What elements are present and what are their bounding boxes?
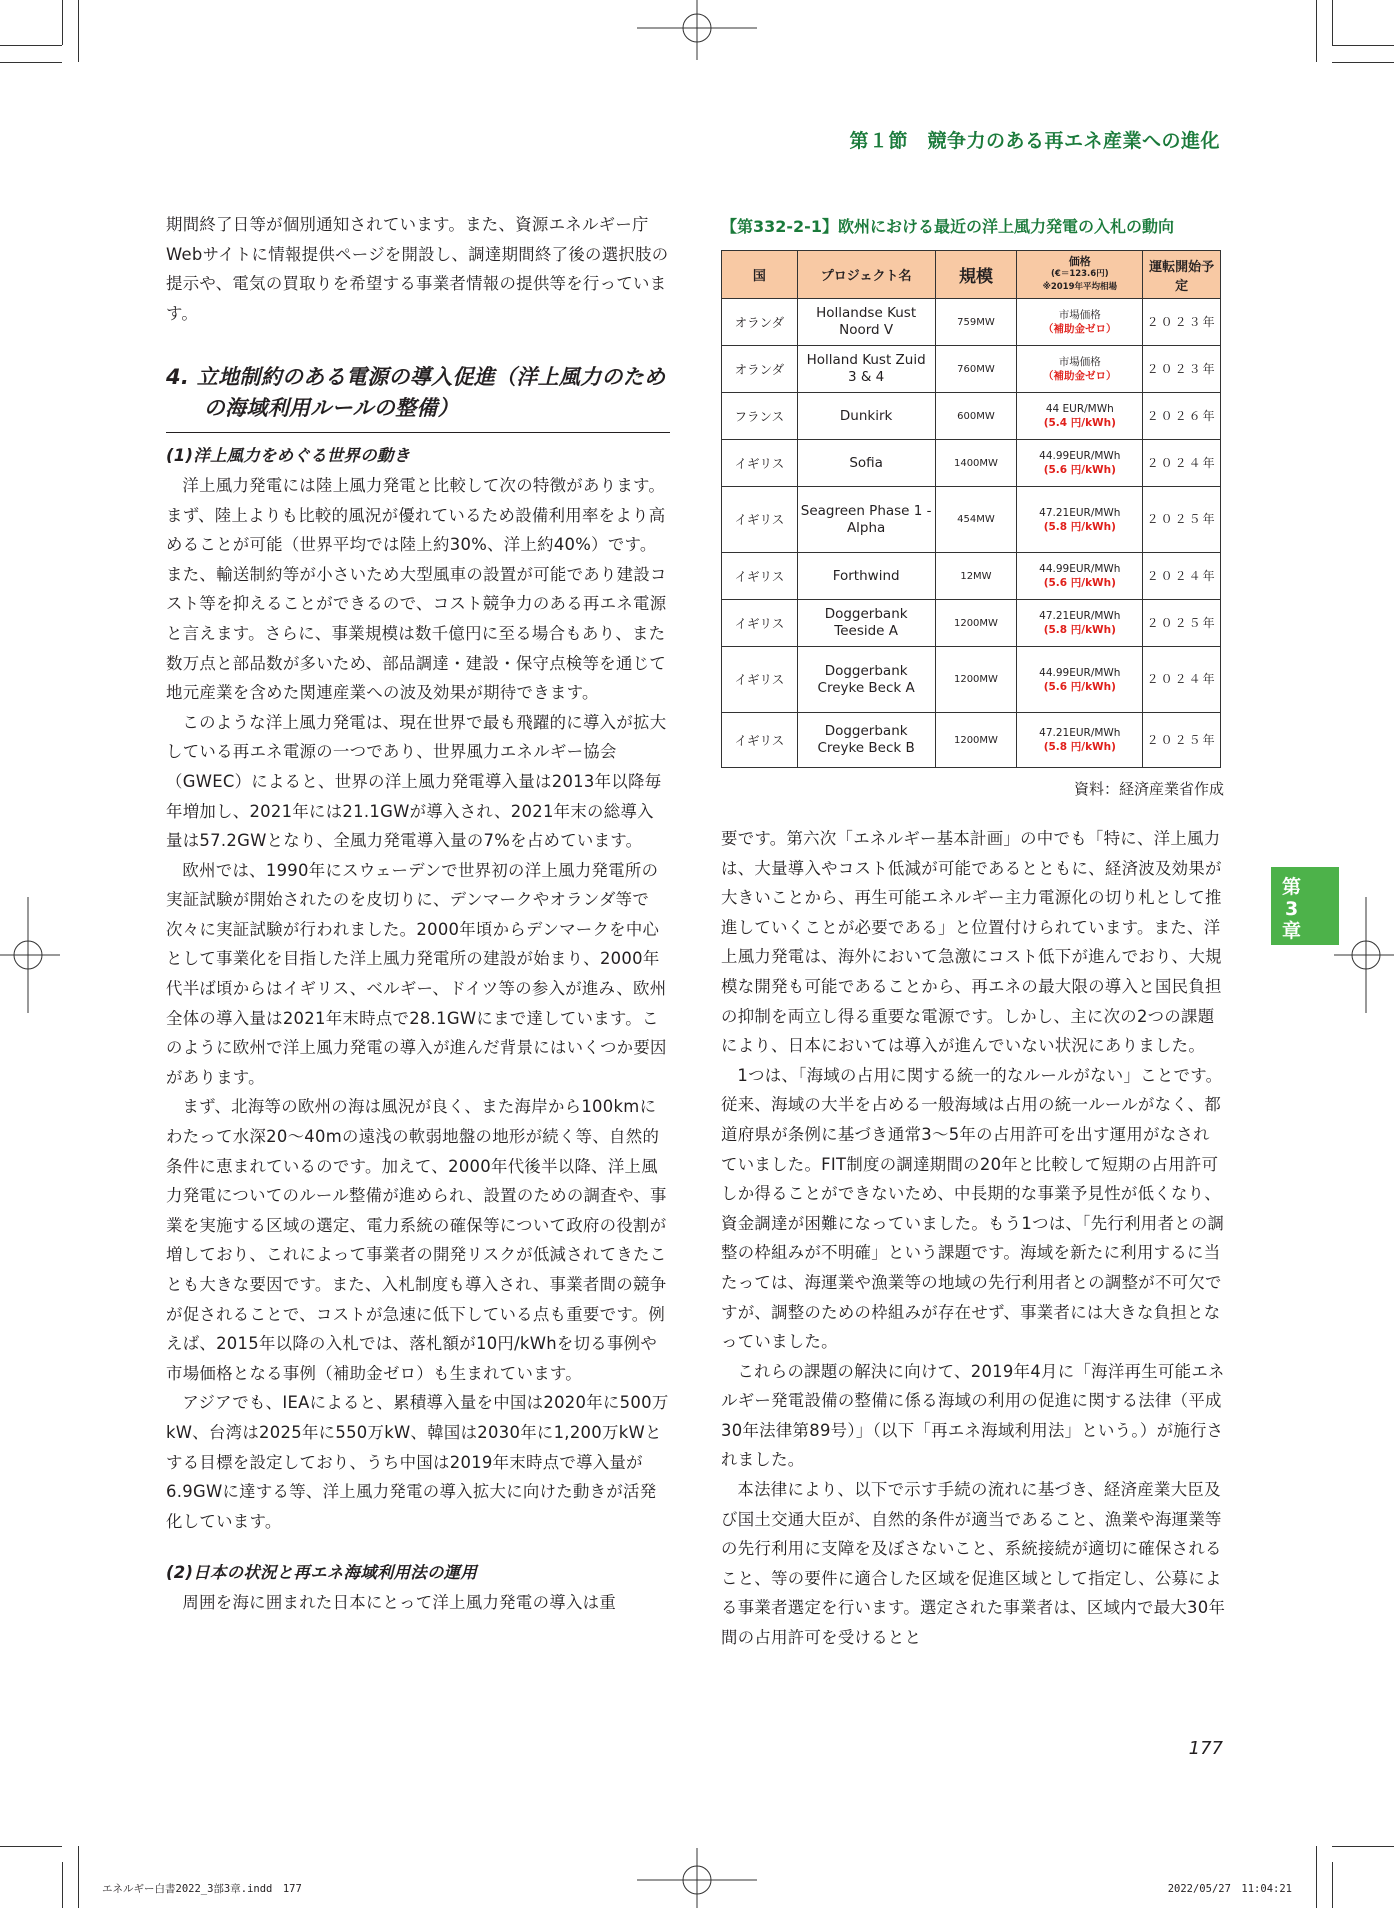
cell-size: 760MW — [935, 346, 1017, 393]
crop-mark — [1332, 62, 1394, 63]
cell-project: Dunkirk — [797, 393, 935, 440]
header-project: プロジェクト名 — [797, 251, 935, 299]
cell-size: 1200MW — [935, 600, 1017, 647]
cell-country: イギリス — [722, 440, 798, 487]
price-note: (5.8 円/kWh) — [1043, 520, 1116, 533]
cell-start-year: ２０２５年 — [1143, 600, 1221, 647]
subsection-heading: (1)洋上風力をめぐる世界の動き — [166, 446, 411, 466]
registration-mark-left — [0, 897, 60, 1013]
table-caption: 【第332-2-1】欧州における最近の洋上風力発電の入札の動向 — [721, 217, 1174, 236]
price-note: (5.8 円/kWh) — [1043, 741, 1116, 753]
paragraph: 本法律により、以下で示す手続の流れに基づき、経済産業大臣及び国土交通大臣が、自然的条件が適当であること、漁業や海運業等の先行利用に支障を及ぼさないこと、系統接続が適切に確保されること、等の要件に適合した区域を促進区域として指定し、公募による事業者選定を行います。選定された事業者は、区域内で最大30年間の占用許可を受けるとと — [721, 1480, 1226, 1648]
crop-mark — [1332, 1846, 1394, 1847]
cell-project: Seagreen Phase 1 - Alpha — [797, 487, 935, 553]
price-value: 47.21EUR/MWh — [1039, 610, 1121, 622]
crop-mark — [62, 0, 63, 45]
crop-mark — [62, 1862, 63, 1908]
cell-country: イギリス — [722, 713, 798, 768]
paragraph: 周囲を海に囲まれた日本にとって洋上風力発電の導入は重 — [182, 1592, 617, 1612]
table-row — [722, 393, 1221, 440]
cell-project: Hollandse Kust Noord V — [797, 299, 935, 346]
cell-project: Doggerbank Creyke Beck B — [797, 713, 935, 768]
paragraph: 1つは、「海域の占用に関する統一的なルールがない」ことです。従来、海域の大半を占める一般海域は占用の統一ルールがなく、都道府県が条例に基づき通常3～5年の占用許可を出す運用がなされていました。FIT制度の調達期間の20年と比較して短期の占用許可しか得ることができないため、中長期的な事業予見性が低くなり、資金調達が困難になっていました。もう1つは、「先行利用者との調整の枠組みが不明確」という課題です。海域を新たに利用するに当たっては、海運業や漁業等の地域の先行利用者との調整が不可欠ですが、調整のための枠組みが存在せず、事業者には大きな負担となっていました。 — [721, 1065, 1225, 1352]
registration-mark-right — [1334, 897, 1394, 1013]
price-value: 44.99EUR/MWh — [1039, 666, 1121, 679]
cell-project: Holland Kust Zuid 3 & 4 — [797, 346, 935, 393]
paragraph: アジアでも、IEAによると、累積導入量を中国は2020年に500万kW、台湾は2025年に550万kW、韓国は2030年に1,200万kWとする目標を設定しており、うち中国は2019年末時点で導入量が6.9GWに達する等、洋上風力発電の導入拡大に向けた動きが活発化しています。 — [166, 1393, 669, 1531]
table-row — [722, 346, 1221, 393]
cell-start-year: ２０２５年 — [1143, 713, 1221, 768]
price-value: 44 EUR/MWh — [1045, 403, 1114, 415]
chapter-tab-line: 3 — [1285, 898, 1299, 920]
header-price-main: 価格 — [1068, 255, 1091, 268]
paragraph: これらの課題の解決に向けて、2019年4月に「海洋再生可能エネルギー発電設備の整備に係る海域の利用の促進に関する法律（平成30年法律第89号）」（以下「再エネ海域利用法」という。）が施行されました。 — [721, 1361, 1225, 1470]
cell-size: 454MW — [935, 487, 1017, 553]
cell-price — [1017, 647, 1143, 713]
cell-size: 1200MW — [935, 647, 1017, 713]
table-row — [722, 553, 1221, 600]
chapter-tab-line: 第 — [1282, 876, 1302, 898]
crop-mark — [1332, 45, 1394, 46]
price-value: 47.21EUR/MWh — [1039, 727, 1121, 739]
cell-country: イギリス — [722, 487, 798, 553]
price-note: （補助金ゼロ） — [1043, 323, 1117, 335]
cell-start-year: ２０２３年 — [1143, 299, 1221, 346]
price-value: 44.99EUR/MWh — [1039, 450, 1121, 462]
cell-start-year: ２０２６年 — [1143, 393, 1221, 440]
cell-price — [1017, 713, 1143, 768]
paragraph: 要です。第六次「エネルギー基本計画」の中でも「特に、洋上風力は、大量導入やコスト低減が可能であるとともに、経済波及効果が大きいことから、再生可能エネルギー主力電源化の切り札として推進していくことが必要である」と位置付けられています。また、洋上風力発電は、海外において急激にコスト低下が進んでおり、大規模な開発も可能であることから、再エネの最大限の導入と国民負担の抑制を両立し得る重要な電源です。しかし、主に次の2つの課題により、日本においては導入が進んでいない状況にありました。 — [721, 829, 1222, 1056]
intro-paragraph: 期間終了日等が個別通知されています。また、資源エネルギー庁Webサイトに情報提供ページを開設し、調達期間終了後の選択肢の提示や、電気の買取りを希望する事業者情報の提供等を行っています。 — [166, 215, 669, 323]
cell-price — [1017, 487, 1143, 553]
table-row — [722, 713, 1221, 768]
cell-price — [1017, 440, 1143, 487]
price-note: (5.6 円/kWh) — [1043, 464, 1116, 476]
header-start: 運転開始予定 — [1143, 251, 1221, 299]
cell-country: オランダ — [722, 299, 798, 346]
footer-file: エネルギー白書2022_3部3章.indd 177 — [102, 1883, 302, 1895]
table-header-row — [722, 251, 1221, 299]
chapter-tab — [1271, 867, 1339, 945]
paragraph: 欧州では、1990年にスウェーデンで世界初の洋上風力発電所の実証試験が開始されたのを皮切りに、デンマークやオランダ等で次々に実証試験が行われました。2000年頃からデンマークを中心として事業化を目指した洋上風力発電所の建設が始まり、2000年代半ば頃からはイギリス、ベルギー、ドイツ等の参入が進み、欧州全体の導入量は2021年末時点で28.1GWにまで達しています。このように欧州で洋上風力発電の導入が進んだ背景にはいくつか要因があります。 — [166, 860, 667, 1087]
price-value: 市場価格 — [1058, 309, 1101, 321]
chapter-tab-line: 章 — [1282, 920, 1302, 942]
registration-mark-bottom — [637, 1848, 757, 1908]
cell-country: イギリス — [722, 553, 798, 600]
cell-size: 12MW — [935, 553, 1017, 600]
section-heading: 4. 立地制約のある電源の導入促進（洋上風力のための海域利用ルールの整備） — [166, 362, 670, 433]
cell-project: Forthwind — [797, 553, 935, 600]
registration-mark-top — [637, 0, 757, 60]
cell-project: Doggerbank Teeside A — [797, 600, 935, 647]
crop-mark — [0, 62, 62, 63]
cell-start-year: ２０２４年 — [1143, 440, 1221, 487]
crop-mark — [1316, 0, 1317, 62]
section-header: 第１節 競争力のある再エネ産業への進化 — [849, 130, 1220, 152]
crop-mark — [78, 0, 79, 62]
table-row — [722, 440, 1221, 487]
table-row — [722, 600, 1221, 647]
header-price — [1017, 251, 1143, 299]
price-note: (5.6 円/kWh) — [1043, 577, 1116, 589]
price-note: (5.8 円/kWh) — [1043, 624, 1116, 636]
cell-price — [1017, 299, 1143, 346]
cell-price — [1017, 346, 1143, 393]
paragraph: このような洋上風力発電は、現在世界で最も飛躍的に導入が拡大している再エネ電源の一つであり、世界風力エネルギー協会（GWEC）によると、世界の洋上風力発電導入量は2013年以降毎年増加し、2021年には21.1GWが導入され、2021年末の総導入量は57.2GWとなり、全風力発電導入量の7%を占めています。 — [166, 712, 667, 851]
cell-project: Sofia — [797, 440, 935, 487]
price-note: (5.4 円/kWh) — [1043, 417, 1116, 429]
subsection-heading: (2)日本の状況と再エネ海域利用法の運用 — [166, 1563, 478, 1583]
price-value: 44.99EUR/MWh — [1039, 563, 1121, 575]
cell-start-year: ２０２３年 — [1143, 346, 1221, 393]
paragraph: まず、北海等の欧州の海は風況が良く、また海岸から100kmにわたって水深20～40mの遠浅の軟弱地盤の地形が続く等、自然的条件に恵まれているのです。加えて、2000年代後半以降、洋上風力発電についてのルール整備が進められ、設置のための調査や、事業を実施する区域の選定、電力系統の確保等について政府の役割が増しており、これによって事業者の開発リスクが低減されてきたことも大きな要因です。また、入札制度も導入され、事業者間の競争が促されることで、コストが急速に低下している点も重要です。例えば、2015年以降の入札では、落札額が10円/kWhを切る事例や市場価格となる事例（補助金ゼロ）も生まれています。 — [166, 1097, 667, 1383]
cell-country: イギリス — [722, 600, 798, 647]
table-row — [722, 487, 1221, 553]
cell-price — [1017, 553, 1143, 600]
footer-timestamp: 2022/05/27 11:04:21 — [1167, 1883, 1292, 1895]
price-note: (5.6 円/kWh) — [1043, 680, 1116, 693]
cell-price — [1017, 600, 1143, 647]
crop-mark — [1316, 1846, 1317, 1908]
crop-mark — [1332, 1862, 1333, 1908]
paragraph: 洋上風力発電には陸上風力発電と比較して次の特徴があります。まず、陸上よりも比較的風況が優れているため設備利用率をより高めることが可能（世界平均では陸上約30%、洋上約40%）です。また、輸送制約等が小さいため大型風車の設置が可能であり建設コスト等を抑えることができるので、コスト競争力のある再エネ電源と言えます。さらに、事業規模は数千億円に至る場合もあり、また数万点と部品数が多いため、部品調達・建設・保守点検等を通じて地元産業を含めた関連産業への波及効果が期待できます。 — [166, 475, 667, 703]
crop-mark — [0, 1846, 62, 1847]
cell-start-year: ２０２５年 — [1143, 487, 1221, 553]
crop-mark — [1332, 0, 1333, 45]
cell-country: フランス — [722, 393, 798, 440]
crop-mark — [78, 1846, 79, 1908]
price-value: 47.21EUR/MWh — [1039, 506, 1121, 519]
header-scale: 規模 — [935, 251, 1017, 299]
left-column — [166, 210, 670, 1618]
cell-size: 1200MW — [935, 713, 1017, 768]
cell-start-year: ２０２４年 — [1143, 647, 1221, 713]
cell-start-year: ２０２４年 — [1143, 553, 1221, 600]
crop-mark — [0, 45, 62, 46]
table-row — [722, 299, 1221, 346]
cell-price — [1017, 393, 1143, 440]
cell-size: 759MW — [935, 299, 1017, 346]
cell-country: オランダ — [722, 346, 798, 393]
cell-project: Doggerbank Creyke Beck A — [797, 647, 935, 713]
table-source: 資料：経済産業省作成 — [1073, 780, 1224, 798]
price-value: 市場価格 — [1058, 356, 1101, 368]
cell-size: 600MW — [935, 393, 1017, 440]
cell-country: イギリス — [722, 647, 798, 713]
bid-table — [721, 250, 1221, 768]
right-column — [721, 824, 1226, 1653]
price-note: （補助金ゼロ） — [1043, 370, 1117, 382]
header-country: 国 — [722, 251, 798, 299]
header-price-note: ※2019年平均相場 — [1042, 282, 1118, 292]
table-row — [722, 647, 1221, 713]
page-number: 177 — [1188, 1738, 1223, 1759]
cell-size: 1400MW — [935, 440, 1017, 487]
header-price-rate: (€＝123.6円) — [1051, 269, 1109, 279]
